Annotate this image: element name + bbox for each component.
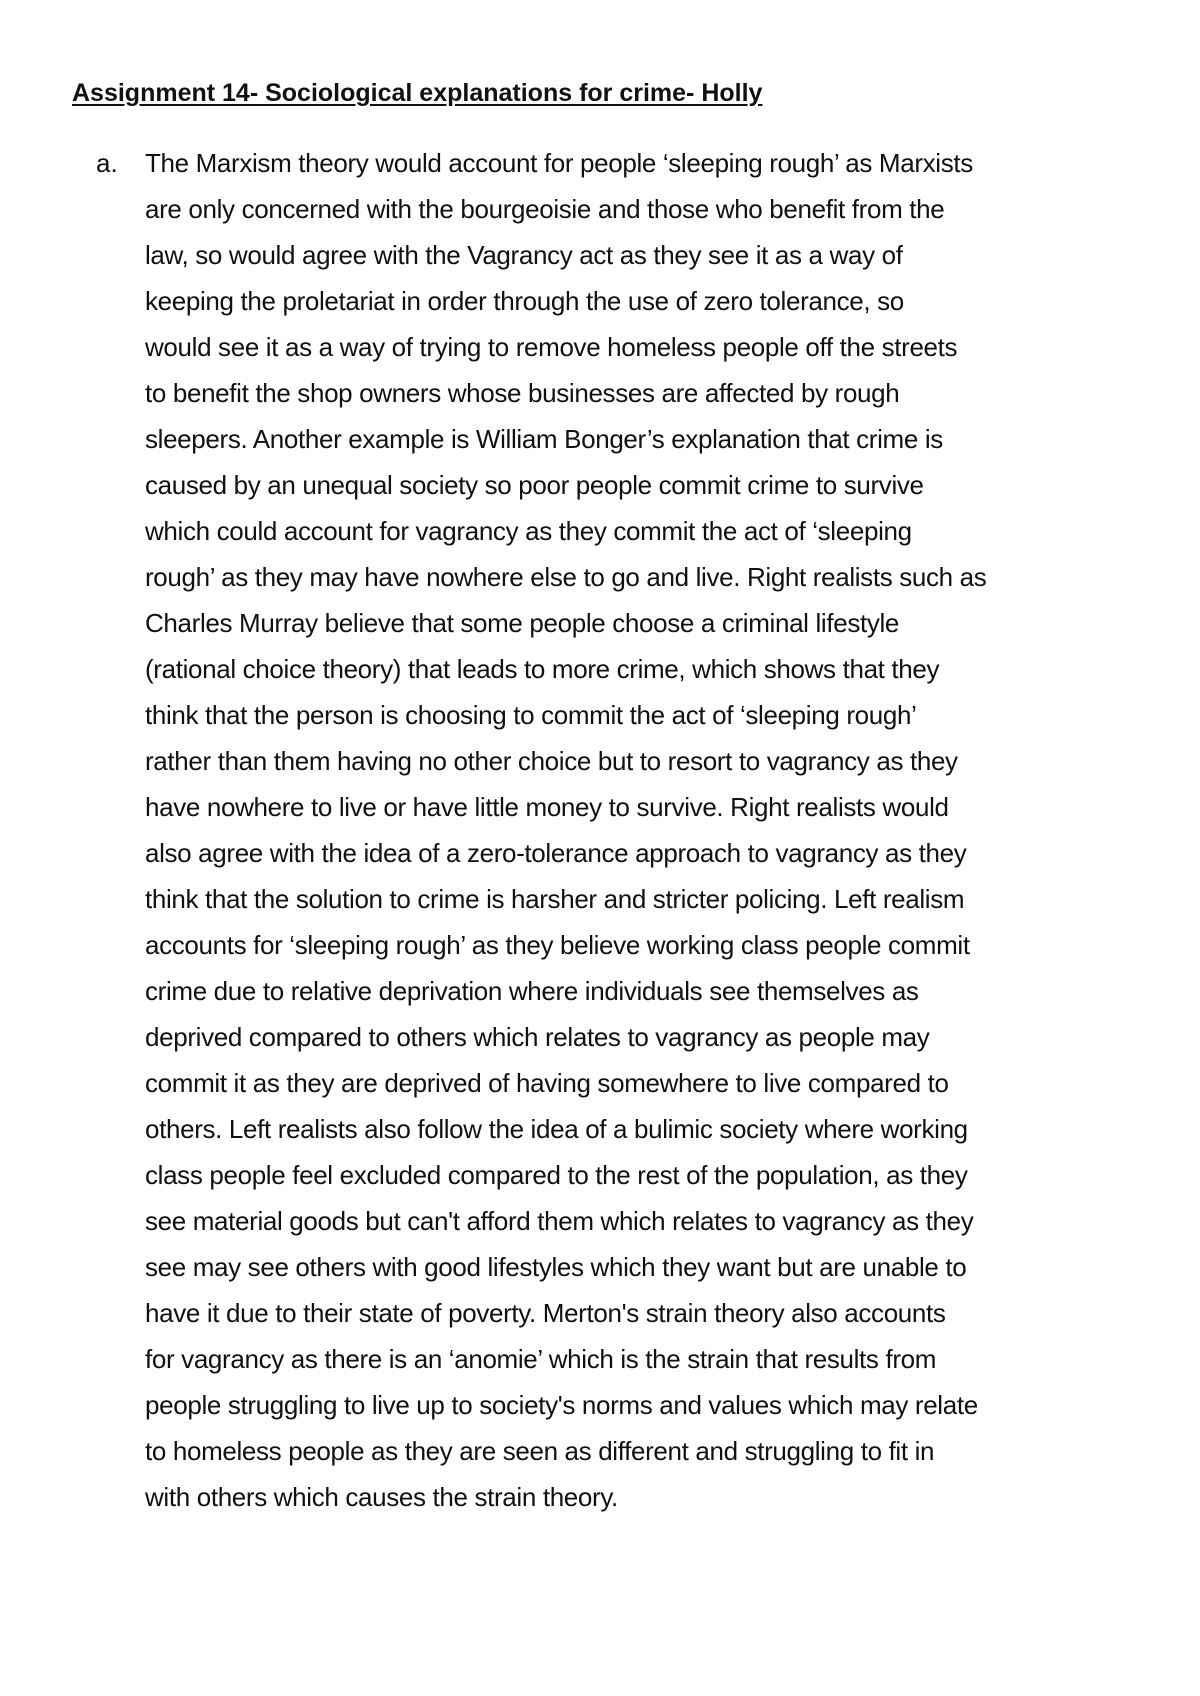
paragraph-line: accounts for ‘sleeping rough’ as they believe working class people commit — [145, 930, 970, 960]
paragraph-line: would see it as a way of trying to remove homeless people off the streets — [145, 332, 958, 362]
paragraph-line: sleepers. Another example is William Bonger’s explanation that crime is — [145, 424, 943, 454]
paragraph-line: deprived compared to others which relates to vagrancy as people may — [145, 1022, 930, 1052]
paragraph-line: (rational choice theory) that leads to more crime, which shows that they — [145, 654, 940, 684]
paragraph-line: people struggling to live up to society's norms and values which may relate — [145, 1390, 978, 1420]
paragraph-line: have nowhere to live or have little money to survive. Right realists would — [145, 792, 949, 822]
paragraph-line: see material goods but can't afford them which relates to vagrancy as they — [145, 1206, 974, 1236]
paragraph-line: which could account for vagrancy as they commit the act of ‘sleeping — [145, 516, 912, 546]
paragraph-line: to homeless people as they are seen as different and struggling to fit in — [145, 1436, 935, 1466]
paragraph-line: see may see others with good lifestyles which they want but are unable to — [145, 1252, 967, 1282]
paragraph-line: keeping the proletariat in order through the use of zero tolerance, so — [145, 286, 904, 316]
paragraph-line: commit it as they are deprived of having somewhere to live compared to — [145, 1068, 949, 1098]
paragraph-line: Charles Murray believe that some people choose a criminal lifestyle — [145, 608, 900, 638]
paragraph-line: rough’ as they may have nowhere else to go and live. Right realists such as — [145, 562, 987, 592]
paragraph-line: think that the person is choosing to commit the act of ‘sleeping rough’ — [145, 700, 917, 730]
paragraph-line: with others which causes the strain theory. — [145, 1482, 618, 1512]
paragraph-line: have it due to their state of poverty. Merton's strain theory also accounts — [145, 1298, 946, 1328]
list-marker: a. — [96, 148, 118, 178]
paragraph-line: caused by an unequal society so poor people commit crime to survive — [145, 470, 924, 500]
paragraph-line: others. Left realists also follow the idea of a bulimic society where working — [145, 1114, 968, 1144]
document-title: Assignment 14- Sociological explanations for crime- Holly — [72, 79, 763, 107]
paragraph-line: to benefit the shop owners whose businesses are affected by rough — [145, 378, 900, 408]
paragraph-line: crime due to relative deprivation where individuals see themselves as — [145, 976, 919, 1006]
paragraph-line: for vagrancy as there is an ‘anomie’ which is the strain that results from — [145, 1344, 937, 1374]
paragraph — [145, 140, 1135, 1520]
paragraph-line: think that the solution to crime is harsher and stricter policing. Left realism — [145, 884, 965, 914]
paragraph-line: are only concerned with the bourgeoisie and those who benefit from the — [145, 194, 945, 224]
paragraph-line: law, so would agree with the Vagrancy act as they see it as a way of — [145, 240, 903, 270]
paragraph-line: class people feel excluded compared to the rest of the population, as they — [145, 1160, 968, 1190]
paragraph-line: rather than them having no other choice but to resort to vagrancy as they — [145, 746, 958, 776]
paragraph-line: also agree with the idea of a zero-tolerance approach to vagrancy as they — [145, 838, 967, 868]
paragraph-line: The Marxism theory would account for people ‘sleeping rough’ as Marxists — [145, 148, 973, 178]
